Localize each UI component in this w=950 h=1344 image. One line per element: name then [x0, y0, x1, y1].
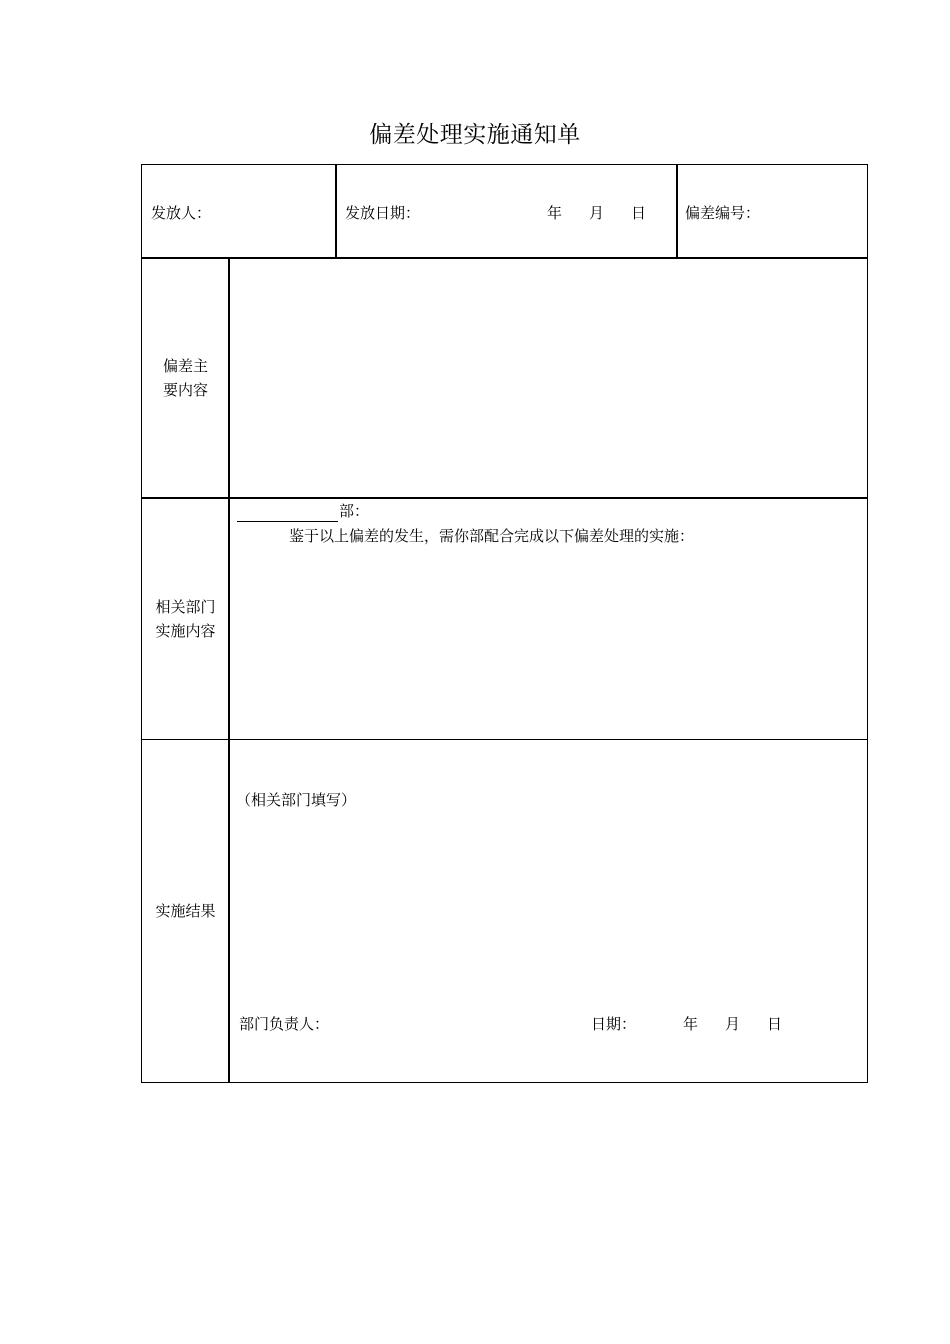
- issue-date-month: 月: [589, 204, 605, 222]
- department-fill-note: （相关部门填写）: [236, 791, 357, 809]
- result-date-day: 日: [767, 1015, 783, 1033]
- issue-date-day: 日: [631, 204, 647, 222]
- row-divider-2: [142, 497, 867, 499]
- issue-date-label: 发放日期：: [345, 204, 421, 222]
- implementation-label-line1: 相关部门: [155, 598, 216, 616]
- header-divider-2: [676, 165, 678, 257]
- result-date-year: 年: [683, 1015, 699, 1033]
- implementation-result-label: 实施结果: [155, 902, 216, 920]
- result-date-label: 日期：: [591, 1015, 637, 1033]
- deviation-number-label: 偏差编号：: [685, 204, 761, 222]
- department-head-label: 部门负责人：: [239, 1015, 330, 1033]
- row-divider-3: [229, 739, 867, 740]
- document-title: 偏差处理实施通知单: [369, 122, 581, 148]
- department-suffix: 部：: [339, 502, 370, 520]
- row-divider-1: [142, 257, 867, 259]
- deviation-content-label-line1: 偏差主: [162, 356, 208, 375]
- department-name-blank[interactable]: [237, 503, 338, 522]
- implementation-content-label: [142, 499, 229, 739]
- header-divider-1: [335, 165, 337, 257]
- implementation-notice-text: 鉴于以上偏差的发生，需你部配合完成以下偏差处理的实施：: [289, 527, 695, 545]
- deviation-content-label: [142, 258, 229, 497]
- result-date-month: 月: [725, 1015, 741, 1033]
- notice-form-table: [141, 164, 868, 1083]
- issuer-label: 发放人：: [151, 204, 212, 222]
- deviation-content-label-line2: 要内容: [162, 380, 208, 399]
- implementation-label-line2: 实施内容: [155, 622, 216, 640]
- issue-date-year: 年: [547, 204, 563, 222]
